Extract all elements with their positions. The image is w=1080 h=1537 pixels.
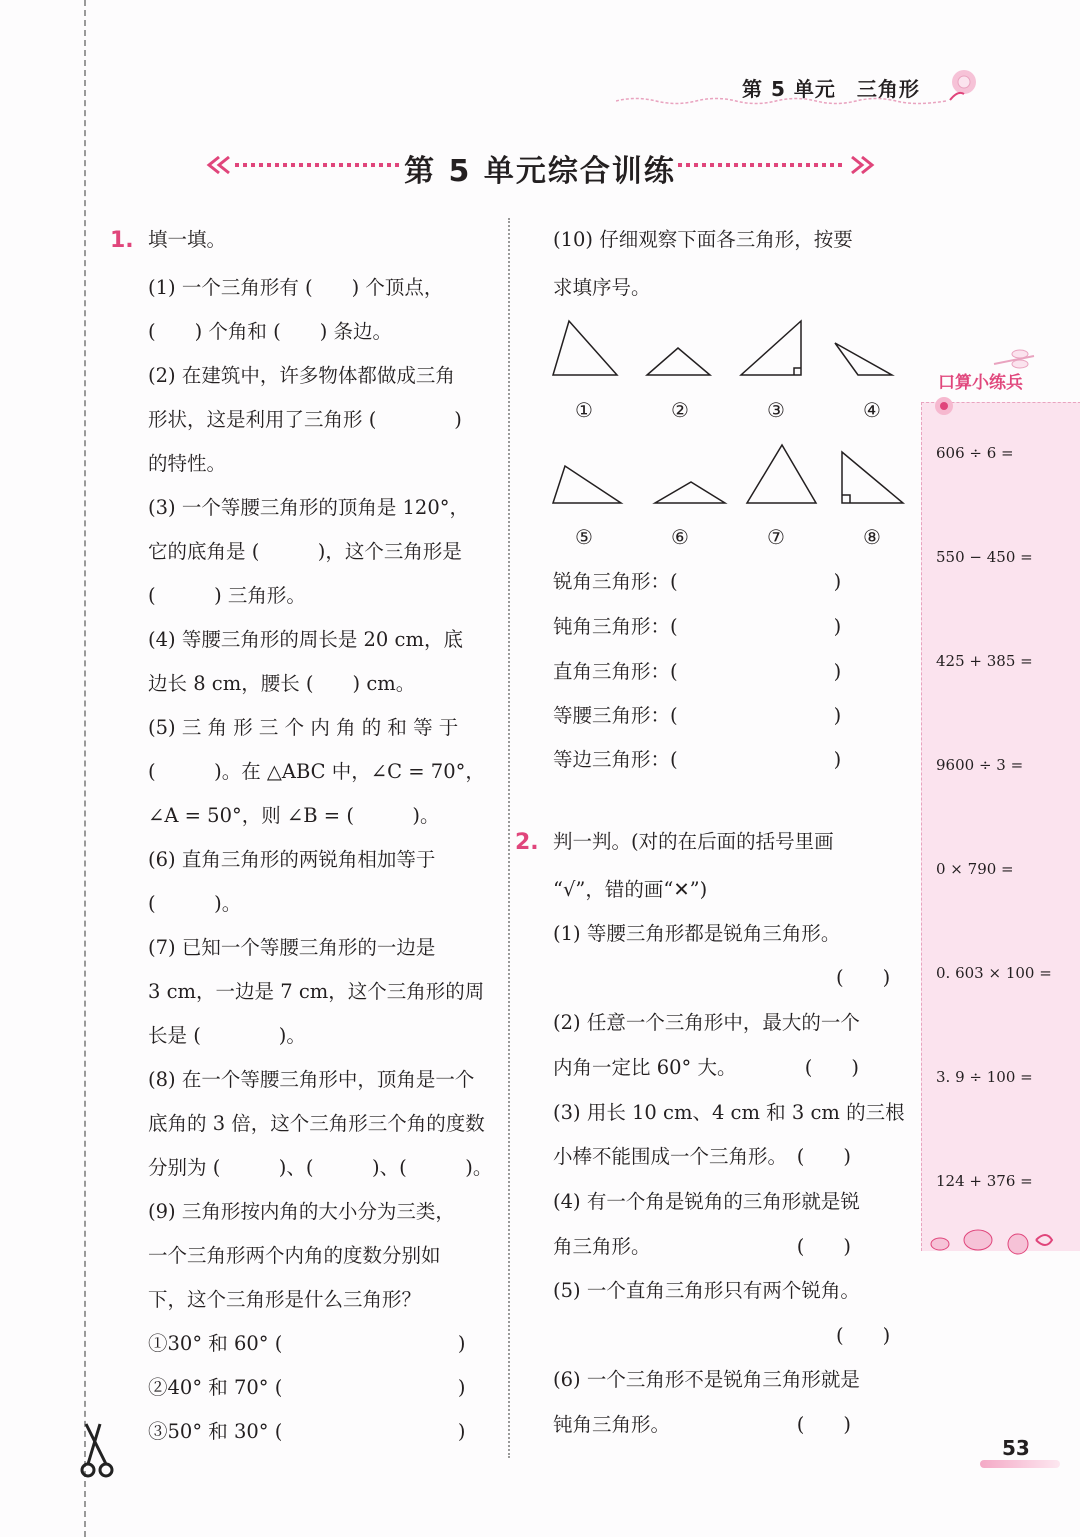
triangle-7	[747, 445, 816, 503]
triangle-label: ①	[575, 398, 593, 422]
triangle-label: ③	[767, 398, 785, 422]
q2-line: 判一判。(对的在后面的括号里画	[553, 830, 834, 853]
question-2-number: 2.	[515, 830, 539, 855]
q1-line: ②40° 和 70° ( )	[148, 1376, 466, 1399]
q1-line: 边长 8 cm，腰长 ( ) cm。	[148, 672, 416, 695]
triangle-label: ⑤	[575, 525, 593, 549]
q2-line: 内角一定比 60° 大。 ( )	[553, 1056, 859, 1079]
page-number: 53	[1002, 1436, 1030, 1460]
cut-line	[84, 0, 86, 1537]
sidebar-heading: 口算小练兵	[938, 373, 1023, 393]
triangle-label: ⑧	[863, 525, 881, 549]
q1-10-answer: 等腰三角形：( )	[553, 704, 842, 727]
q2-line: (4) 有一个角是锐角的三角形就是锐	[553, 1190, 860, 1213]
q1-line: (9) 三角形按内角的大小分为三类，	[148, 1200, 455, 1223]
q1-line: 一个三角形两个内角的度数分别如	[148, 1244, 441, 1267]
sidebar-calc-item: 550 − 450 =	[936, 548, 1033, 566]
sidebar-calc-item: 425 + 385 =	[936, 652, 1033, 670]
q1-line: ①30° 和 60° ( )	[148, 1332, 466, 1355]
q2-line: “√”，错的画“✕”)	[553, 878, 708, 901]
triangle-label: ②	[671, 398, 689, 422]
q1-line: 3 cm，一边是 7 cm，这个三角形的周	[148, 980, 485, 1003]
flower-icon	[928, 390, 960, 422]
q1-line: ③50° 和 30° ( )	[148, 1420, 466, 1443]
sidebar-calc-item: 3. 9 ÷ 100 =	[936, 1068, 1033, 1086]
scissors-icon	[80, 1420, 120, 1480]
q1-line: 它的底角是 ( )，这个三角形是	[148, 540, 462, 563]
q1-line: ( )。	[148, 892, 242, 915]
q1-10-answer: 锐角三角形：( )	[553, 570, 842, 593]
q2-line: 角三角形。 ( )	[553, 1235, 851, 1258]
page-number-bar	[980, 1460, 1060, 1468]
q2-line: (2) 任意一个三角形中，最大的一个	[553, 1011, 860, 1034]
triangle-6	[655, 482, 725, 503]
triangle-3	[741, 321, 801, 375]
q1-line: 下，这个三角形是什么三角形？	[148, 1288, 422, 1311]
q2-line: ( )	[836, 1324, 891, 1347]
q1-line: (4) 等腰三角形的周长是 20 cm，底	[148, 628, 463, 651]
triangle-1	[553, 321, 617, 375]
triangle-label: ④	[863, 398, 881, 422]
q1-line: ( ) 个角和 ( ) 条边。	[148, 320, 393, 343]
q1-10-line: 求填序号。	[553, 276, 651, 299]
q1-line: (2) 在建筑中，许多物体都做成三角	[148, 364, 455, 387]
q1-line: 形状，这是利用了三角形 ( )	[148, 408, 462, 431]
title-right-arrow-decoration	[676, 155, 876, 175]
q1-line: (5) 三 角 形 三 个 内 角 的 和 等 于	[148, 716, 459, 739]
q1-line: (7) 已知一个等腰三角形的一边是	[148, 936, 436, 959]
q1-10-answer: 钝角三角形：( )	[553, 615, 842, 638]
shells-decoration-icon	[926, 1222, 1056, 1262]
question-1-number: 1.	[110, 228, 134, 253]
q1-line: (8) 在一个等腰三角形中，顶角是一个	[148, 1068, 475, 1091]
sidebar-calc-item: 0. 603 × 100 =	[936, 964, 1052, 982]
q1-10-answer: 直角三角形：( )	[553, 660, 842, 683]
triangle-label: ⑦	[767, 525, 785, 549]
sidebar-calc-item: 0 × 790 =	[936, 860, 1014, 878]
triangle-5	[553, 466, 621, 503]
sidebar-calc-item: 606 ÷ 6 =	[936, 444, 1014, 462]
q1-line: 分别为 ( )、( )、( )。	[148, 1156, 493, 1179]
q2-line: ( )	[836, 966, 891, 989]
triangle-4	[835, 343, 892, 375]
q1-line: ( ) 三角形。	[148, 584, 306, 607]
q1-line: (6) 直角三角形的两锐角相加等于	[148, 848, 436, 871]
right-angle-mark-3	[794, 368, 801, 375]
q1-line: 的特性。	[148, 452, 227, 475]
q1-line: 长是 ( )。	[148, 1024, 306, 1047]
sidebar-calc-item: 124 + 376 =	[936, 1172, 1033, 1190]
right-angle-mark-8	[842, 495, 850, 503]
header-wave-decoration	[616, 96, 946, 106]
column-divider	[508, 218, 510, 1458]
triangle-label: ⑥	[671, 525, 689, 549]
q1-10-line: (10) 仔细观察下面各三角形，按要	[553, 228, 853, 251]
q2-line: (5) 一个直角三角形只有两个锐角。	[553, 1279, 860, 1302]
q2-line: (3) 用长 10 cm、4 cm 和 3 cm 的三根	[553, 1101, 905, 1124]
q1-line: (3) 一个等腰三角形的顶角是 120°，	[148, 496, 469, 519]
unit-header: 第 5 单元 三角形	[742, 77, 920, 101]
page-title: 第 5 单元综合训练	[404, 154, 676, 189]
q1-line: ( )。在 △ABC 中，∠C = 70°，	[148, 760, 485, 783]
q1-line: 底角的 3 倍，这个三角形三个角的度数	[148, 1112, 485, 1135]
sidebar-calc-item: 9600 ÷ 3 =	[936, 756, 1024, 774]
q2-line: (1) 等腰三角形都是锐角三角形。	[553, 922, 841, 945]
triangle-2	[647, 348, 710, 375]
mental-math-sidebar	[921, 402, 1080, 1251]
q2-line: 小棒不能围成一个三角形。 ( )	[553, 1145, 851, 1168]
q1-10-answer: 等边三角形：( )	[553, 748, 842, 771]
q1-line: (1) 一个三角形有 ( ) 个顶点，	[148, 276, 444, 299]
q1-line: 填一填。	[148, 228, 227, 251]
flower-icon	[940, 64, 984, 110]
q2-line: (6) 一个三角形不是锐角三角形就是	[553, 1368, 860, 1391]
q1-line: ∠A = 50°，则 ∠B = ( )。	[148, 804, 440, 827]
triangle-8	[842, 452, 903, 503]
q2-line: 钝角三角形。 ( )	[553, 1413, 851, 1436]
